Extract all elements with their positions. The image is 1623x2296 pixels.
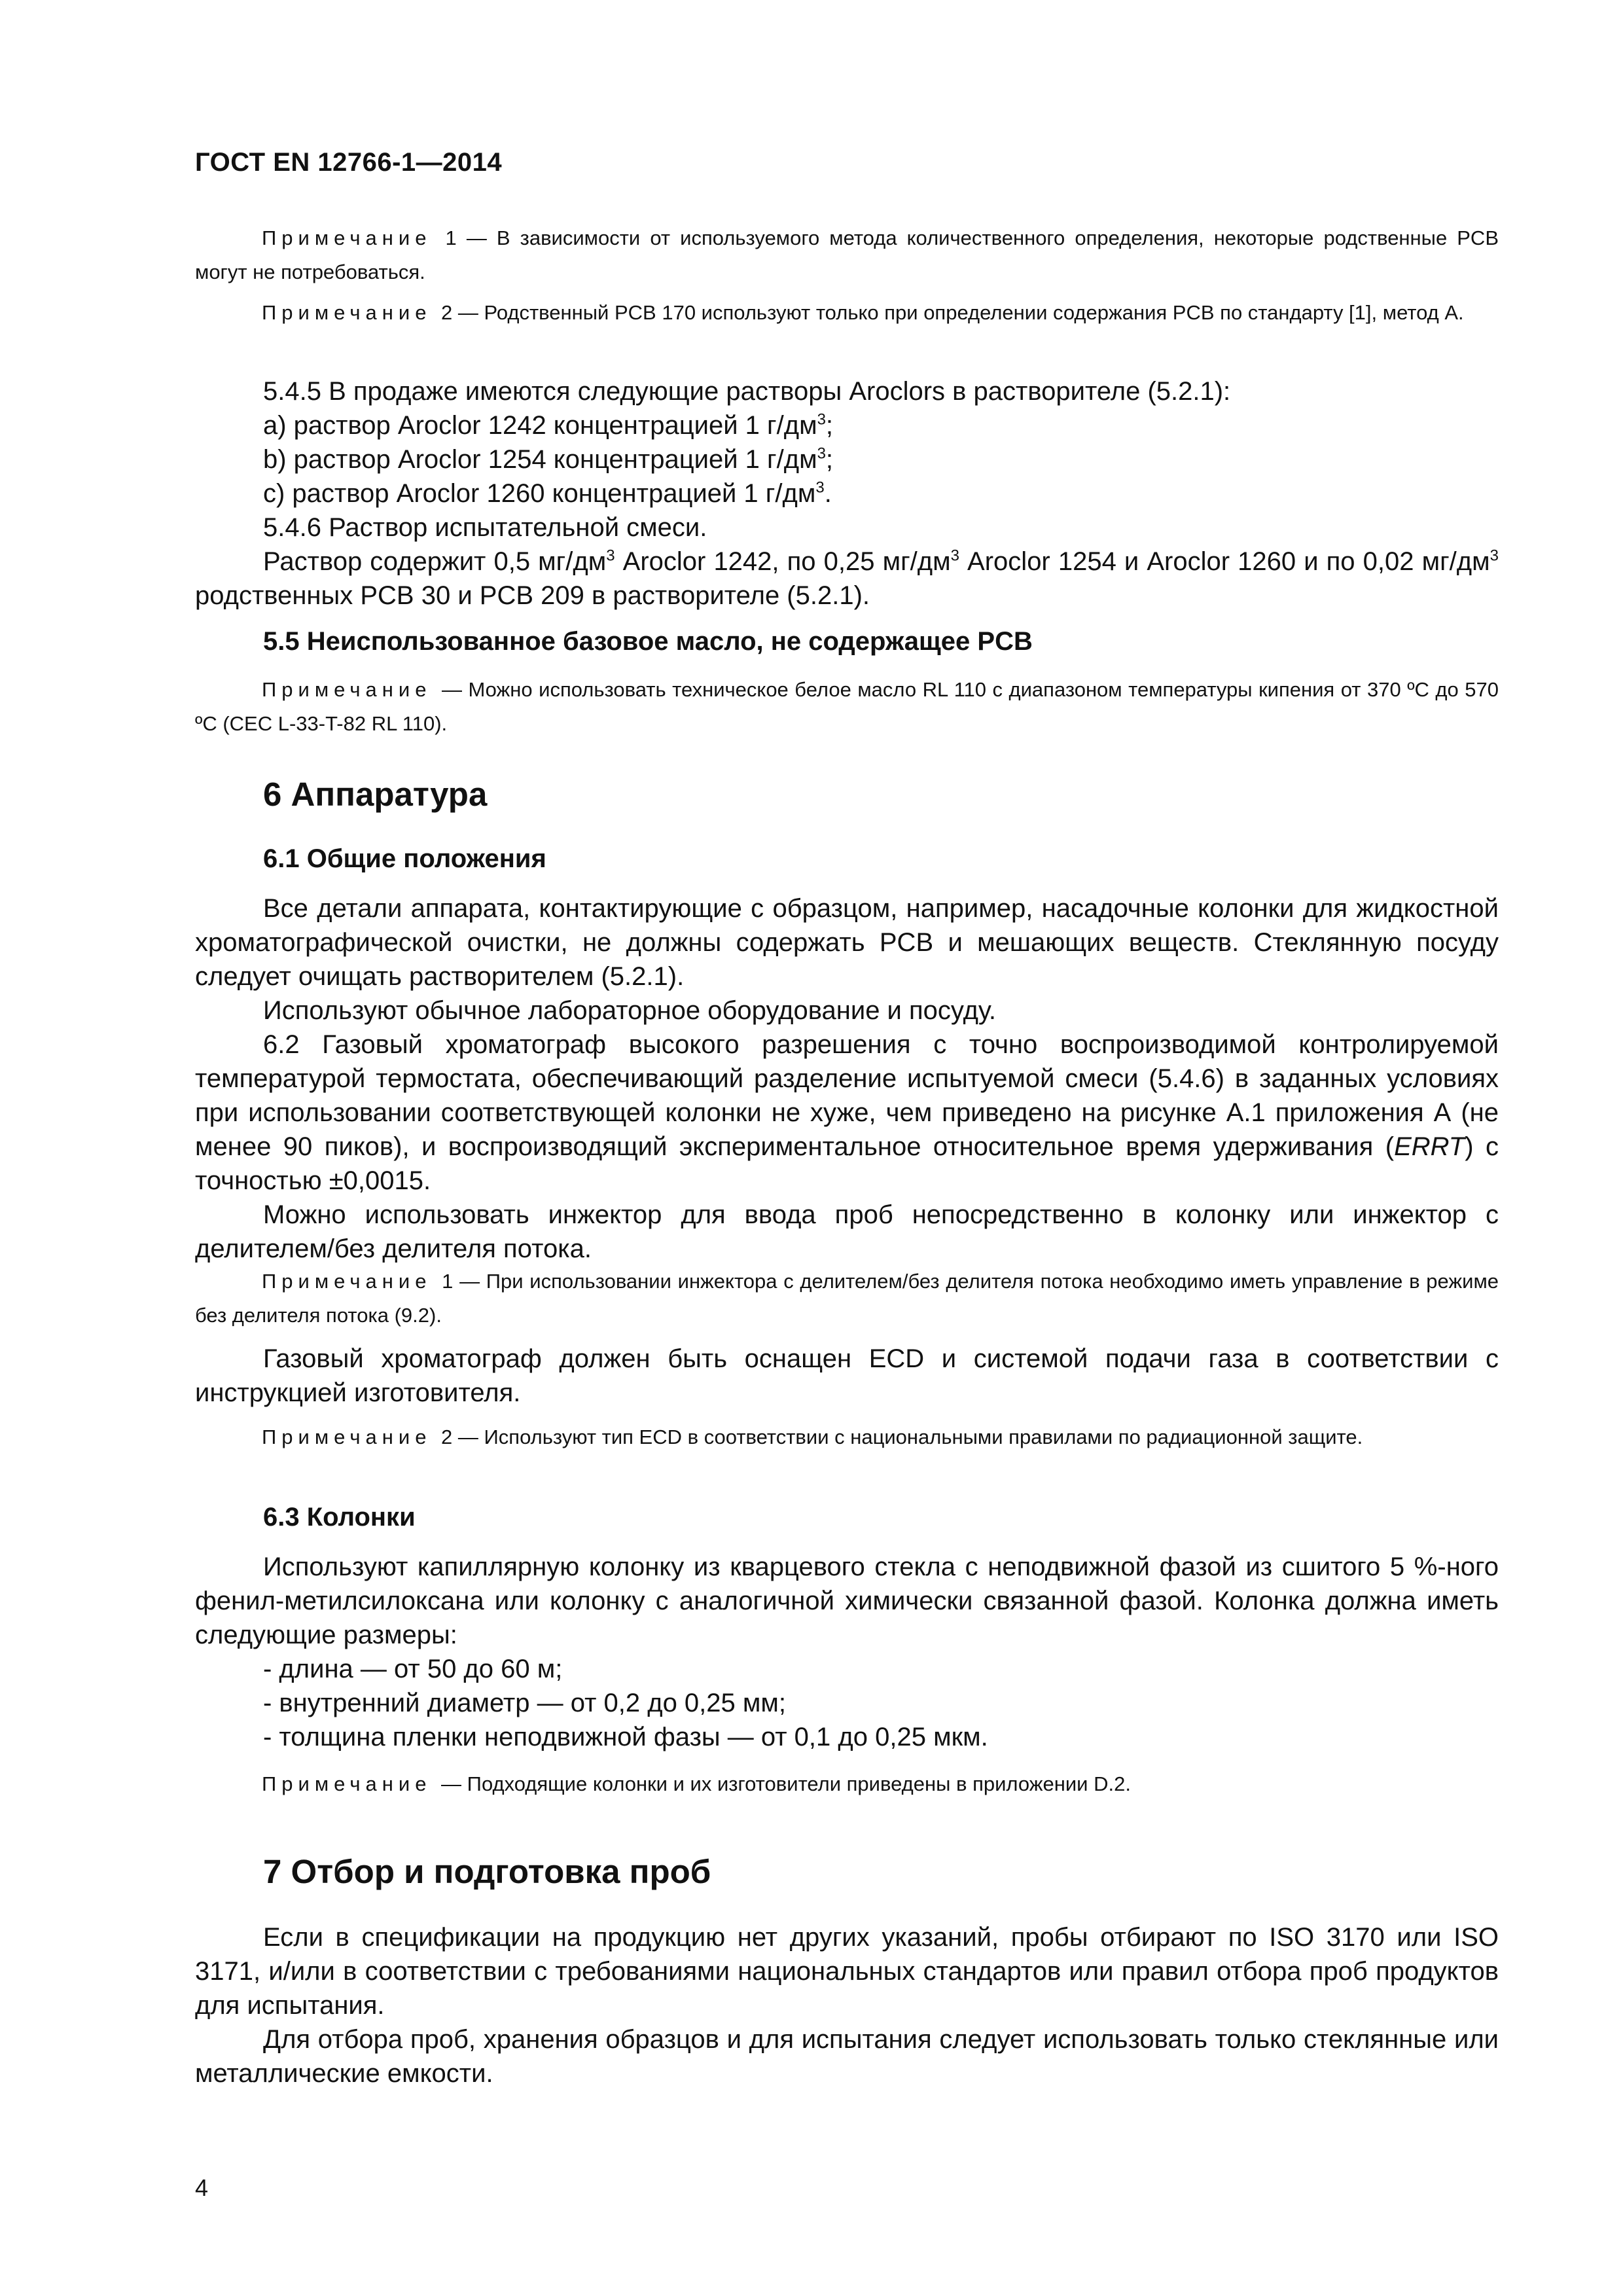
note-label: Примечание — [262, 1772, 432, 1795]
note-5 — [195, 1420, 1499, 1454]
paragraph: Используют обычное лабораторное оборудование и посуду. — [263, 996, 997, 1025]
note-6 — [195, 1767, 1499, 1801]
note-label: Примечание — [262, 678, 432, 701]
note-text: — Можно использовать техническое белое масло RL 110 с диапазоном температуры кипения от 370 ºС до 570 ºС (CEC L-33-T-82 RL 110). — [195, 678, 1499, 735]
paragraph: Все детали аппарата, контактирующие с образцом, например, насадочные колонки для жидкостной хроматографической очистки, не должны содержать PCB и мешающих веществ. Стеклянную посуду следует очищать растворителем (5.2.1). — [195, 894, 1499, 991]
section-6-3-body — [195, 1550, 1499, 1754]
list-item: - толщина пленки неподвижной фазы — от 0,1 до 0,25 мкм. — [263, 1723, 988, 1751]
document-page — [195, 0, 1499, 2296]
paragraph: 5.4.5 В продаже имеются следующие растворы Aroclors в растворителе (5.2.1): — [263, 377, 1231, 406]
section-6-3-heading: 6.3 Колонки — [263, 1503, 416, 1532]
document-header: ГОСТ EN 12766-1—2014 — [195, 148, 503, 177]
list-item: - длина — от 50 до 60 м; — [263, 1655, 563, 1683]
note-3 — [195, 673, 1499, 741]
paragraph: Если в спецификации на продукцию нет других указаний, пробы отбирают по ISO 3170 или ISO 3171, и/или в соответствии с требованиями национальных стандартов или правил отбора проб продуктов для испытания. — [195, 1923, 1499, 2020]
paragraph: Для отбора проб, хранения образцов и для испытания следует использовать только стеклянные или металлические емкости. — [195, 2025, 1499, 2088]
paragraph: Газовый хроматограф должен быть оснащен ECD и системой подачи газа в соответствии с инструкцией изготовителя. — [195, 1344, 1499, 1407]
section-7-body — [195, 1920, 1499, 2090]
section-5-5-heading: 5.5 Неиспользованное базовое масло, не содержащее PCB — [263, 627, 1033, 656]
list-item: - внутренний диаметр — от 0,2 до 0,25 мм; — [263, 1689, 787, 1717]
note-label: Примечание — [262, 301, 432, 324]
note-text: 1 — В зависимости от используемого метода количественного определения, некоторые родственные PCB могут не потребоваться. — [195, 226, 1499, 283]
note-text: — Подходящие колонки и их изготовители приведены в приложении D.2. — [435, 1772, 1131, 1795]
note-text: 1 — При использовании инжектора с делителем/без делителя потока необходимо иметь управление в режиме без делителя потока (9.2). — [195, 1270, 1499, 1327]
section-5-4-5 — [195, 374, 1499, 613]
paragraph: Используют капиллярную колонку из кварцевого стекла с неподвижной фазой из сшитого 5 %-ного фенил-метилсилоксана или колонку с аналогичной химически связанной фазой. Колонка должна иметь следующие размеры: — [195, 1552, 1499, 1649]
section-6-1-body — [195, 891, 1499, 1266]
note-label: Примечание — [262, 1426, 432, 1448]
note-4 — [195, 1265, 1499, 1333]
list-item: а) раствор Aroclor 1242 концентрацией 1 $г/дм^3$; — [263, 410, 834, 440]
paragraph: 6.2 Газовый хроматограф высокого разрешения с точно воспроизводимой контролируемой температурой термостата, обеспечивающий разделение испытуемой смеси (5.4.6) в заданных условиях при использовании соответствующей колонки не хуже, чем приведено на рисунке А.1 приложения А (не менее 90 пиков), и воспроизводящий экспериментальное относительное время удерживания (ERRT) с точностью ±0,0015. — [195, 1030, 1499, 1195]
section-6-heading: 6 Аппаратура — [263, 776, 488, 813]
paragraph: Можно использовать инжектор для ввода проб непосредственно в колонку или инжектор с делителем/без делителя потока. — [195, 1200, 1499, 1263]
section-6-2-body — [195, 1342, 1499, 1410]
section-6-1-heading: 6.1 Общие положения — [263, 844, 546, 873]
note-1 — [195, 221, 1499, 289]
paragraph: Раствор содержит 0,5 $мг/дм^3$ Aroclor 1242, по 0,25 $мг/дм^3$ Aroclor 1254 и Aroclor 1260 и по 0,02 $мг/дм^3$ родственных PCB 30 и PCB 209 в растворителе (5.2.1). — [195, 547, 1499, 610]
note-label: Примечание — [262, 226, 432, 249]
list-item: с) раствор Aroclor 1260 концентрацией 1 $г/дм^3$. — [263, 478, 832, 508]
list-item: b) раствор Aroclor 1254 концентрацией 1 $г/дм^3$; — [263, 444, 834, 474]
note-text: 2 — Родственный PCB 170 используют только при определении содержания PCB по стандарту [1], метод А. — [435, 301, 1464, 324]
section-7-heading: 7 Отбор и подготовка проб — [263, 1853, 711, 1890]
note-2 — [195, 296, 1499, 330]
page-number: 4 — [195, 2174, 209, 2201]
note-label: Примечание — [262, 1270, 432, 1293]
note-text: 2 — Используют тип ECD в соответствии с национальными правилами по радиационной защите. — [435, 1426, 1363, 1448]
paragraph: 5.4.6 Раствор испытательной смеси. — [263, 513, 707, 542]
